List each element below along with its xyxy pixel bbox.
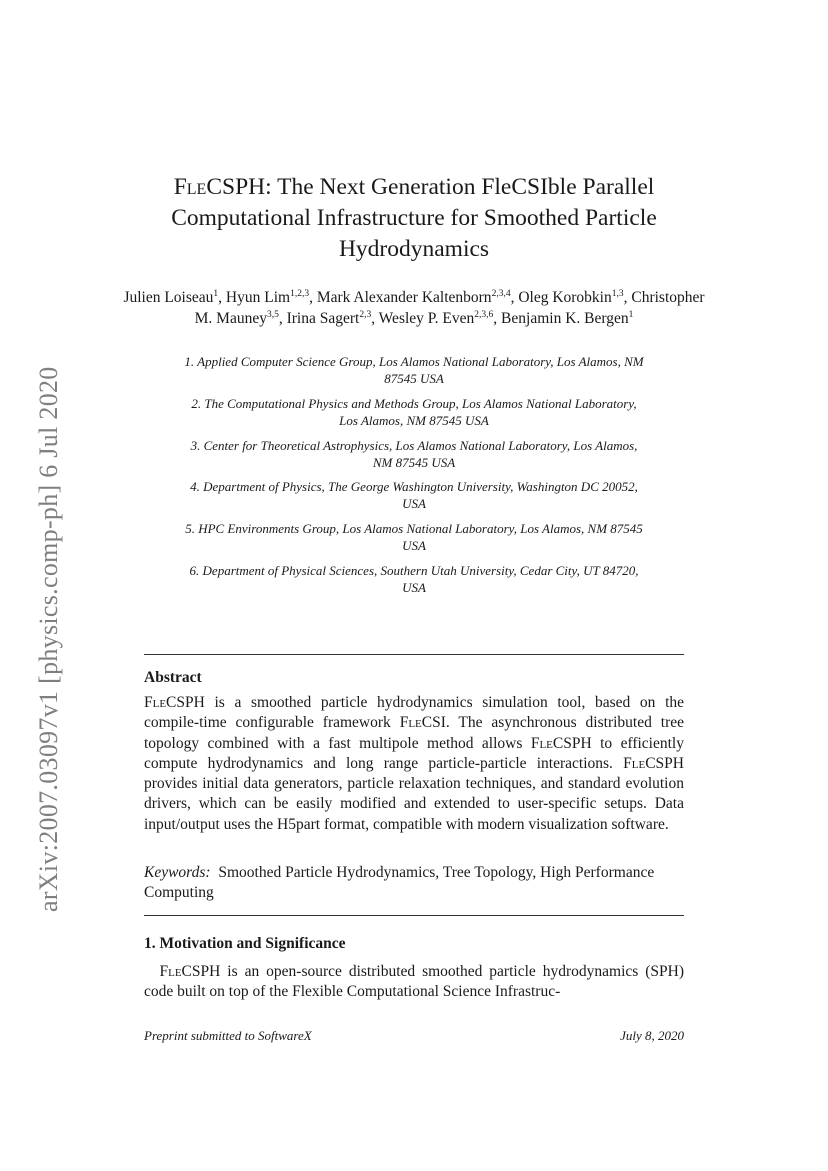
paper-title — [120, 172, 708, 265]
affiliation-1: 1. Applied Computer Science Group, Los Alamos National Laboratory, Los Alamos, NM 87545 USA — [184, 354, 644, 386]
abstract-top-rule — [144, 654, 684, 655]
section-heading: 1. Motivation and Significance — [144, 935, 346, 952]
author: Benjamin K. Bergen$^1$ — [501, 310, 634, 327]
title-flecsph: FleCSPH — [173, 174, 266, 200]
author: Oleg Korobkin$^{1,3}$, — [518, 289, 632, 306]
author-list — [120, 287, 708, 329]
affiliation-4: 4. Department of Physics, The George Washington University, Washington DC 20052, USA — [190, 479, 638, 511]
section-body: FleCSPH is an open-source distributed smoothed particle hydrodynamics (SPH) code built on top of the Flexible Computational Science Infrastruc- — [144, 963, 684, 1001]
abstract-heading: Abstract — [144, 669, 202, 686]
affiliation-2: 2. The Computational Physics and Methods Group, Los Alamos National Laboratory, Los Alamos, NM 87545 USA — [191, 396, 637, 428]
author: Mark Alexander Kaltenborn$^{2,3,4}$, — [316, 289, 519, 306]
title-line-1-rest: : The Next Generation FleCSIble Parallel — [265, 174, 655, 200]
affiliation-5: 5. HPC Environments Group, Los Alamos National Laboratory, Los Alamos, NM 87545 USA — [185, 521, 643, 553]
title-line-1 — [120, 172, 708, 203]
author: Hyun Lim$^{1,2,3}$, — [225, 289, 317, 306]
arxiv-identifier-stamp: arXiv:2007.03097v1 [physics.comp-ph] 6 Jul 2020 — [34, 366, 63, 912]
title-line-2: Computational Infrastructure for Smoothed Particle — [171, 205, 657, 231]
footer-date: July 8, 2020 — [620, 1028, 684, 1043]
page-footer — [144, 1028, 684, 1044]
keywords — [144, 863, 684, 904]
abstract-bottom-rule — [144, 915, 684, 916]
footer-preprint-note: Preprint submitted to SoftwareX — [144, 1028, 312, 1043]
author: Julien Loiseau$^1$, — [123, 289, 226, 306]
keywords-text: Smoothed Particle Hydrodynamics, Tree Topology, High Performance Computing — [144, 864, 655, 902]
author: Wesley P. Even$^{2,3,6}$, — [378, 310, 502, 327]
abstract-body: FleCSPH is a smoothed particle hydrodynamics simulation tool, based on the compile-time configurable framework FleCSI. The asynchronous distributed tree topology combined with a fast multipole method allows FleCSPH to efficiently compute hydrodynamics and long range particle-particle interactions. FleCSPH provides initial data generators, particle relaxation techniques, and standard evolution drivers, which can be easily modified and extended to user-specific setups. Data input/output uses the H5part format, compatible with modern visualization software. — [144, 694, 684, 833]
affiliation-6: 6. Department of Physical Sciences, Southern Utah University, Cedar City, UT 84720, USA — [189, 563, 639, 595]
affiliation-3: 3. Center for Theoretical Astrophysics, Los Alamos National Laboratory, Los Alamos, NM 87545 USA — [190, 438, 638, 470]
author: Christopher M. Mauney$^{3,5}$, — [194, 289, 705, 327]
keywords-label: Keywords: — [144, 864, 211, 881]
title-line-3: Hydrodynamics — [338, 236, 490, 262]
author: Irina Sagert$^{2,3}$, — [286, 310, 379, 327]
